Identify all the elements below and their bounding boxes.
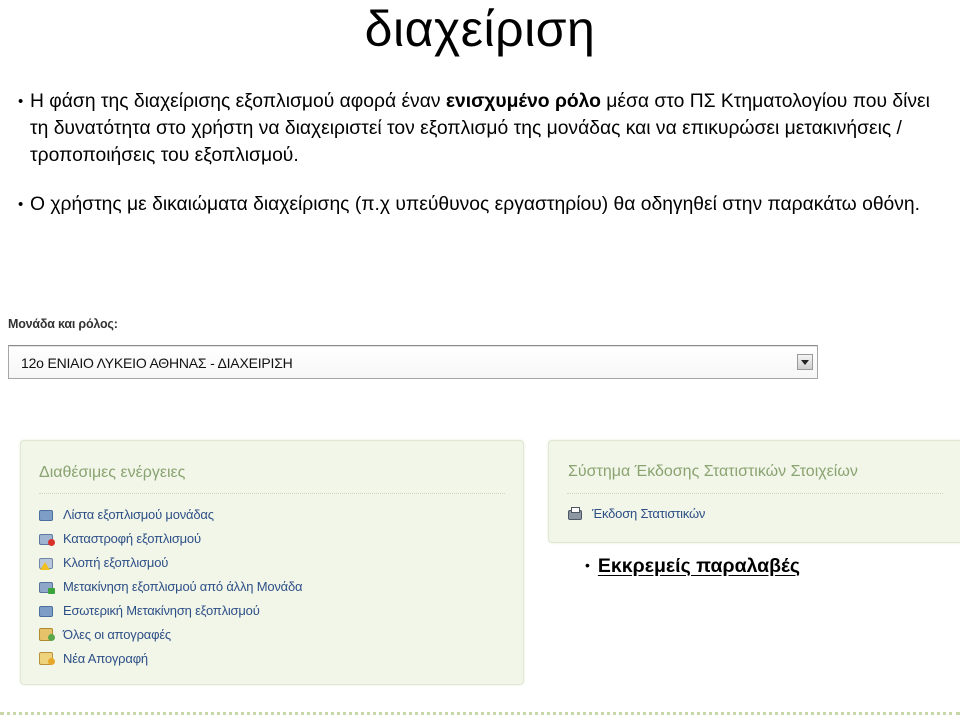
bullet2-text: Ο χρήστης με δικαιώματα διαχείρισης (π.χ υπεύθυνος εργαστηρίου) θα οδηγηθεί στην παρακάτω οθόνη. <box>30 194 920 215</box>
computer-list-icon <box>39 508 55 522</box>
bullet1-text-part1: Η φάση της διαχείρισης εξοπλισμού αφορά έναν <box>30 91 446 112</box>
unit-role-selected-value: 12ο ΕΝΙΑΙΟ ΛΥΚΕΙΟ ΑΘΗΝΑΣ - ΔΙΑΧΕΙΡΙΣΗ <box>21 355 293 371</box>
action-transfer-from-unit[interactable] <box>39 575 302 599</box>
action-internal-move[interactable] <box>39 599 302 623</box>
printer-icon <box>568 507 584 521</box>
bullet-dot: • <box>18 93 24 110</box>
statistics-panel-title: Σύστημα Έκδοσης Στατιστικών Στοιχείων <box>568 463 858 480</box>
statistics-actions-list <box>568 502 705 526</box>
action-new-inventory[interactable] <box>39 646 302 670</box>
slide-title: διαχείριση <box>364 1 596 57</box>
action-statistics-report[interactable] <box>568 502 705 526</box>
unit-role-select[interactable] <box>8 345 818 379</box>
pending-receipts-callout <box>585 555 800 578</box>
available-actions-title: Διαθέσιμες ενέργειες <box>39 464 186 481</box>
bullet1-bold: ενισχυμένο ρόλο <box>445 91 601 112</box>
computer-destroy-icon <box>39 532 55 546</box>
unit-role-label: Μονάδα και ρόλος: <box>8 317 118 331</box>
new-inventory-icon <box>39 651 55 665</box>
pending-receipts-text: Εκκρεμείς παραλαβές <box>597 555 800 577</box>
action-link[interactable]: Νέα Απογραφή <box>63 650 148 666</box>
panel-divider <box>39 493 505 494</box>
action-link[interactable]: Καταστροφή εξοπλισμού <box>63 531 201 547</box>
available-actions-list <box>39 503 302 670</box>
available-actions-panel <box>20 440 524 685</box>
action-link[interactable]: Λίστα εξοπλισμού μονάδας <box>63 507 214 523</box>
dropdown-arrow-icon[interactable] <box>797 354 813 370</box>
bullet-dot: • <box>585 557 590 573</box>
panel-divider <box>567 493 943 494</box>
bullet-admin-user <box>18 191 943 218</box>
action-all-inventories[interactable] <box>39 622 302 646</box>
statistics-panel <box>548 440 960 543</box>
footer-dotted-line <box>0 712 960 715</box>
bullet1-text-part2: μέσα στο ΠΣ Κτηματολογίου που δίνει τη δυνατότητα στο χρήστη να διαχειριστεί τον εξοπλισμό της μονάδας και να επικυρώσει μετακινήσεις / τροποποιήσεις του εξοπλισμού. <box>30 91 930 166</box>
slide-bullets <box>18 88 943 240</box>
bullet-dot: • <box>18 196 24 213</box>
action-equipment-theft[interactable] <box>39 551 302 575</box>
bullet-management-phase <box>18 88 943 169</box>
action-link[interactable]: Εσωτερική Μετακίνηση εξοπλισμού <box>63 603 260 618</box>
inventory-box-icon <box>39 627 55 641</box>
action-equipment-list[interactable] <box>39 503 302 527</box>
action-link[interactable]: Κλοπή εξοπλισμού <box>63 555 169 571</box>
computer-warning-icon <box>39 556 55 570</box>
action-link[interactable]: Όλες οι απογραφές <box>63 626 172 642</box>
action-equipment-destroy[interactable] <box>39 527 302 551</box>
action-link[interactable]: Έκδοση Στατιστικών <box>592 506 706 522</box>
computer-transfer-icon <box>39 580 55 594</box>
action-link[interactable]: Μετακίνηση εξοπλισμού από άλλη Μονάδα <box>63 579 303 595</box>
computer-move-icon <box>39 604 55 618</box>
